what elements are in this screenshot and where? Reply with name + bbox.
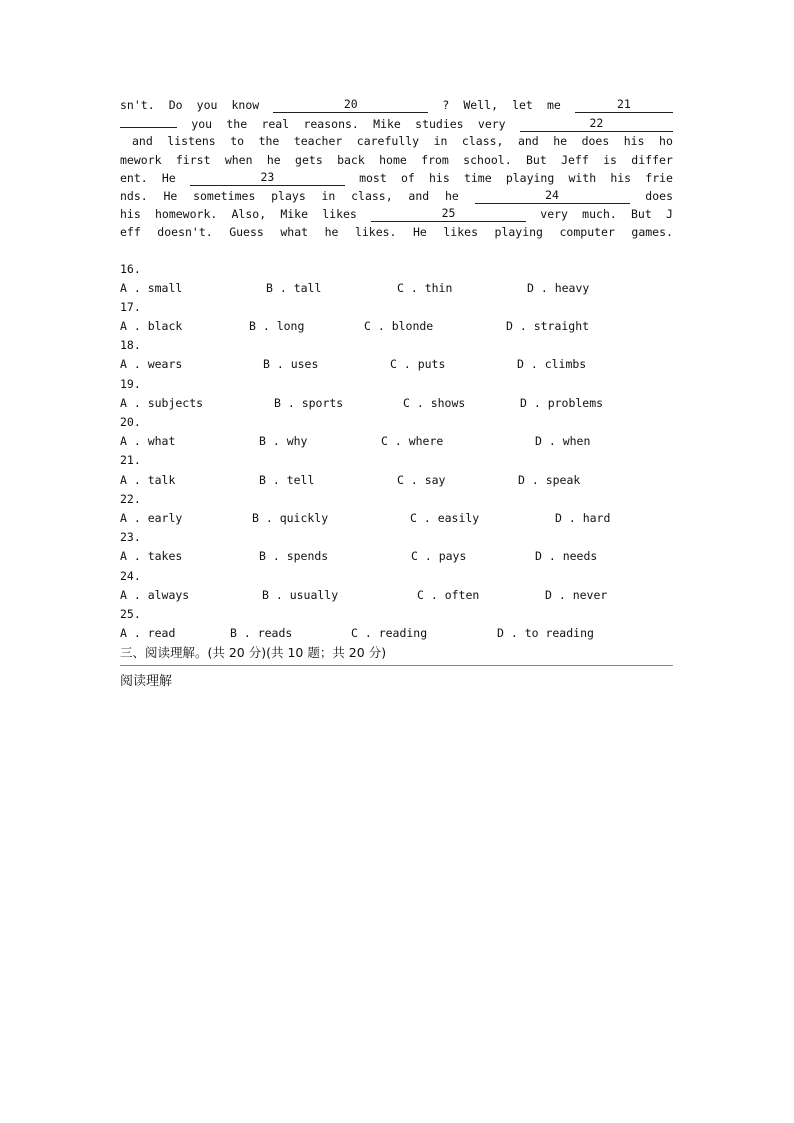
passage-word: reasons. <box>303 117 359 132</box>
question-options <box>120 471 673 490</box>
passage-word: playing <box>505 170 555 185</box>
passage-word: studies <box>415 117 464 132</box>
passage-word: and <box>517 134 539 149</box>
passage-word: is <box>603 152 617 167</box>
option-a[interactable]: A . wears <box>120 357 183 372</box>
passage-word: Do <box>168 98 183 112</box>
passage-line <box>120 223 673 241</box>
passage-word: know <box>231 98 260 112</box>
option-b[interactable]: B . sports <box>274 395 344 410</box>
passage-word: ho <box>659 134 673 149</box>
answer-blank <box>371 208 526 222</box>
option-a[interactable]: A . early <box>120 510 183 525</box>
question-options <box>120 586 673 605</box>
option-a[interactable]: A . talk <box>120 472 176 487</box>
question-list <box>120 260 673 644</box>
passage-word: computer <box>559 225 615 240</box>
passage-word: the <box>258 134 280 149</box>
passage-word: he <box>266 152 281 167</box>
passage-word: nds. <box>120 188 148 203</box>
passage-word: class, <box>461 134 504 149</box>
option-a[interactable]: A . small <box>120 280 183 295</box>
option-d[interactable]: D . climbs <box>517 357 587 372</box>
passage-word: mework <box>120 152 162 167</box>
passage-word: Also, <box>231 207 267 222</box>
passage-word: his <box>120 207 141 222</box>
question-number: 18. <box>120 338 141 353</box>
passage-word: does <box>645 188 673 203</box>
passage-word: when <box>224 152 253 167</box>
question-number: 21. <box>120 453 141 468</box>
passage-word: He <box>163 188 178 203</box>
passage-line <box>120 205 673 223</box>
question-number: 20. <box>120 415 141 429</box>
question-options <box>120 509 673 528</box>
blank-number: 20 <box>343 97 358 111</box>
option-c[interactable]: C . easily <box>410 510 480 525</box>
option-d[interactable]: D . when <box>535 434 591 449</box>
question-options <box>120 394 673 413</box>
answer-blank <box>190 169 345 186</box>
passage-word: But <box>525 152 547 167</box>
section-divider <box>120 665 673 666</box>
question-options <box>120 317 673 336</box>
answer-blank <box>273 99 428 113</box>
option-a[interactable]: A . what <box>120 434 176 449</box>
passage-word: home <box>379 152 407 167</box>
blank-number: 25 <box>441 206 456 221</box>
question-options <box>120 279 673 298</box>
passage-word: class, <box>351 188 393 203</box>
passage-word: much. <box>582 207 617 222</box>
passage-word: to <box>230 134 245 149</box>
option-a[interactable]: A . read <box>120 626 176 641</box>
option-c[interactable]: C . pays <box>411 549 467 564</box>
passage-word: he <box>553 134 568 149</box>
passage-word: of <box>400 170 415 185</box>
option-d[interactable]: D . heavy <box>527 280 590 295</box>
passage-word: ent. <box>120 170 148 185</box>
section-subheading: 阅读理解 <box>120 674 173 690</box>
passage-word: sn't. <box>120 98 155 112</box>
option-b[interactable]: B . why <box>259 434 308 449</box>
option-b[interactable]: B . tall <box>266 280 322 295</box>
option-b[interactable]: B . uses <box>263 357 319 372</box>
passage-word: first <box>175 152 211 167</box>
passage-word: Guess <box>229 225 264 240</box>
option-c[interactable]: C . shows <box>403 395 466 410</box>
passage-word: he <box>444 188 459 203</box>
passage-word: very <box>477 117 506 132</box>
question-number: 24. <box>120 568 141 583</box>
document-page <box>120 96 673 692</box>
option-d[interactable]: D . needs <box>535 549 598 564</box>
question-options <box>120 432 673 451</box>
passage-word: carefully <box>356 134 420 149</box>
passage-word: frie <box>645 170 673 185</box>
passage-word: He <box>413 225 427 240</box>
passage-word: his <box>623 134 645 149</box>
passage-line <box>120 187 673 205</box>
option-d[interactable]: D . to reading <box>497 626 594 641</box>
passage-word: me <box>546 98 561 112</box>
passage-word: plays <box>271 188 306 203</box>
option-c[interactable]: C . say <box>397 472 446 487</box>
passage-word: he <box>324 225 339 240</box>
option-b[interactable]: B . reads <box>230 626 293 641</box>
passage-word: He <box>161 170 176 185</box>
option-c[interactable]: C . thin <box>397 280 453 295</box>
passage-word: real <box>261 117 290 132</box>
option-d[interactable]: D . speak <box>518 472 581 487</box>
question-options <box>120 624 673 643</box>
passage-word: school. <box>463 152 512 167</box>
passage-line <box>120 151 673 169</box>
option-d[interactable]: D . problems <box>520 395 604 410</box>
passage-line <box>120 132 673 150</box>
passage-word: Well, <box>463 98 498 112</box>
passage-word: likes <box>443 225 478 240</box>
cloze-passage <box>120 96 673 242</box>
passage-word: gets <box>295 152 323 167</box>
option-d[interactable]: D . straight <box>506 319 590 334</box>
question-number: 22. <box>120 491 141 506</box>
passage-word: sometimes <box>193 188 256 203</box>
passage-word: eff <box>120 225 141 240</box>
option-a[interactable]: A . subjects <box>120 395 204 410</box>
option-c[interactable]: C . puts <box>390 357 446 372</box>
passage-word: and <box>132 134 153 149</box>
option-c[interactable]: C . where <box>381 434 444 449</box>
question-options <box>120 547 673 566</box>
passage-word: Mike <box>373 117 401 132</box>
passage-word: his <box>428 170 450 185</box>
passage-word: back <box>337 152 365 167</box>
blank-number: 22 <box>589 116 604 131</box>
passage-word: you <box>196 98 218 112</box>
option-c[interactable]: C . blonde <box>364 319 434 334</box>
passage-word: in <box>433 134 448 149</box>
blank-number: 21 <box>616 97 631 111</box>
passage-word: Jeff <box>561 152 589 167</box>
option-b[interactable]: B . tell <box>259 472 315 487</box>
question-options <box>120 355 673 374</box>
option-c[interactable]: C . reading <box>351 626 428 641</box>
question-number: 16. <box>120 261 141 276</box>
passage-word: likes. <box>354 225 397 240</box>
answer-blank <box>520 118 673 132</box>
passage-word: you <box>191 117 213 132</box>
passage-word: the <box>226 117 248 132</box>
option-b[interactable]: B . quickly <box>252 510 329 525</box>
passage-word: very <box>540 207 568 222</box>
answer-blank <box>475 187 630 204</box>
passage-word: homework. <box>154 207 218 222</box>
section-title: 三、阅读理解。(共 20 分)(共 10 题；共 20 分) <box>120 645 387 661</box>
option-a[interactable]: A . black <box>120 319 183 334</box>
passage-word: what <box>280 225 309 240</box>
option-b[interactable]: B . long <box>249 319 305 334</box>
passage-word: ? <box>442 98 450 112</box>
option-d[interactable]: D . hard <box>555 510 611 525</box>
answer-blank <box>575 99 673 113</box>
question-number: 17. <box>120 299 141 314</box>
passage-word: does <box>581 134 610 149</box>
passage-word: Mike <box>280 207 309 222</box>
passage-word: likes <box>322 207 357 222</box>
passage-word: listens <box>167 134 216 149</box>
passage-word: games. <box>631 225 673 240</box>
passage-line <box>120 169 673 187</box>
passage-word: and <box>408 188 430 203</box>
option-b[interactable]: B . usually <box>262 587 339 602</box>
passage-word: J <box>665 207 673 222</box>
passage-word: time <box>463 170 492 185</box>
option-c[interactable]: C . often <box>417 587 480 602</box>
passage-word: differ <box>631 152 673 167</box>
question-number: 25. <box>120 606 141 621</box>
option-b[interactable]: B . spends <box>259 549 329 564</box>
passage-word: with <box>568 170 597 185</box>
passage-word: most <box>359 170 387 185</box>
question-number: 23. <box>120 530 141 545</box>
passage-word: But <box>631 207 652 222</box>
question-number: 19. <box>120 376 141 391</box>
passage-word: doesn't. <box>157 225 213 240</box>
passage-word: let <box>512 98 533 112</box>
passage-word: from <box>421 152 449 167</box>
passage-word: playing <box>494 225 543 240</box>
answer-blank <box>120 114 177 128</box>
passage-line <box>120 96 673 114</box>
blank-number: 23 <box>260 169 275 184</box>
passage-word: teacher <box>293 134 343 149</box>
blank-number: 24 <box>545 187 559 202</box>
passage-line <box>120 114 673 132</box>
passage-word: his <box>610 170 632 185</box>
option-a[interactable]: A . always <box>120 587 190 602</box>
option-d[interactable]: D . never <box>545 587 608 602</box>
option-a[interactable]: A . takes <box>120 549 183 564</box>
spacer <box>120 242 673 260</box>
passage-word: in <box>321 188 336 203</box>
